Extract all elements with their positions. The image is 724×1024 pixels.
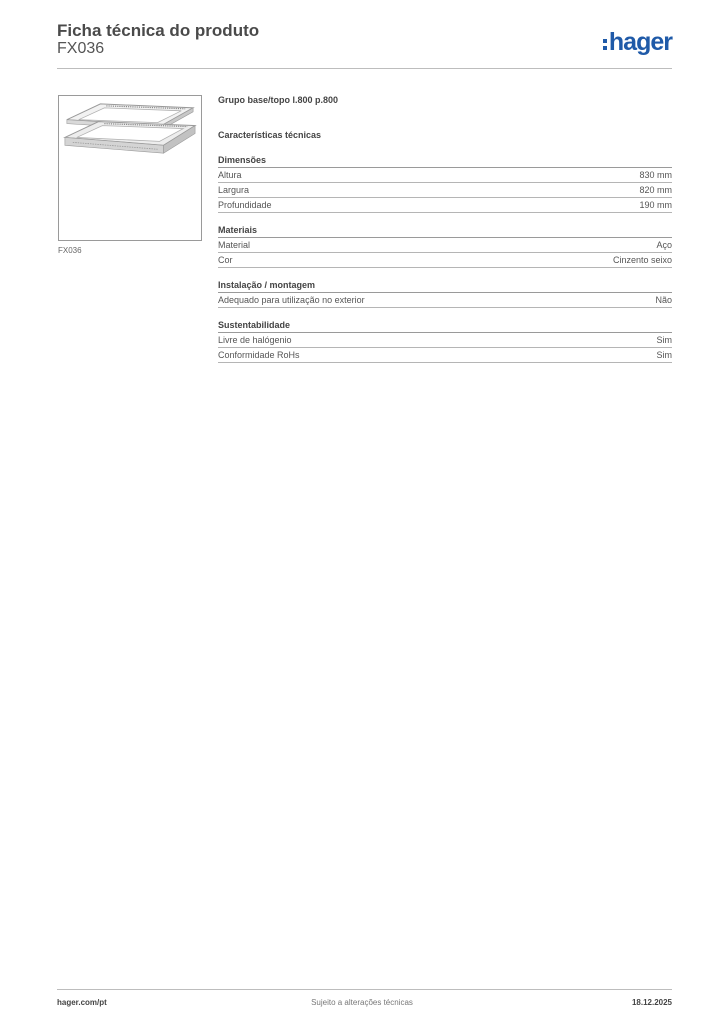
spec-value: 820 mm	[639, 185, 672, 195]
spec-row	[218, 183, 672, 198]
footer-divider	[57, 989, 672, 990]
product-name: Grupo base/topo l.800 p.800	[218, 95, 339, 105]
spec-heading: Características técnicas	[218, 130, 322, 140]
spec-group-materials	[218, 225, 672, 268]
spec-row	[218, 168, 672, 183]
spec-label: Material	[218, 240, 251, 250]
spec-value: 830 mm	[639, 170, 672, 180]
spec-label: Altura	[218, 170, 242, 180]
spec-value: Cinzento seixo	[612, 255, 672, 265]
spec-row	[218, 238, 672, 253]
spec-value: Não	[655, 295, 672, 305]
spec-value: Sim	[656, 335, 672, 345]
spec-group-sustainability	[218, 320, 672, 363]
footer-date: 18.12.2025	[631, 998, 672, 1007]
hager-logo[interactable]	[603, 28, 672, 57]
product-code: FX036	[57, 40, 105, 57]
image-caption: FX036	[58, 246, 82, 255]
logo-text: hager	[608, 28, 672, 56]
footer-note: Sujeito a alterações técnicas	[311, 998, 413, 1007]
spec-value: Aço	[656, 240, 672, 250]
header-divider	[57, 68, 672, 69]
spec-row	[218, 348, 672, 363]
spec-label: Livre de halógenio	[218, 335, 292, 345]
spec-label: Largura	[218, 185, 250, 195]
spec-panel	[218, 95, 672, 363]
spec-label: Profundidade	[218, 200, 272, 210]
page-title: Ficha técnica do produto	[57, 21, 260, 40]
spec-row	[218, 293, 672, 308]
spec-label: Adequado para utilização no exterior	[218, 295, 365, 305]
product-image	[58, 95, 202, 241]
spec-value: Sim	[656, 350, 672, 360]
footer-website-link[interactable]: hager.com/pt	[57, 998, 107, 1007]
spec-row	[218, 333, 672, 348]
spec-group-dimensions	[218, 155, 672, 213]
spec-value: 190 mm	[639, 200, 672, 210]
group-title: Instalação / montagem	[218, 280, 672, 293]
spec-label: Cor	[218, 255, 233, 265]
group-title: Dimensões	[218, 155, 672, 168]
spec-label: Conformidade RoHs	[218, 350, 300, 360]
spec-row	[218, 198, 672, 213]
group-title: Materiais	[218, 225, 672, 238]
spec-row	[218, 253, 672, 268]
base-frame-illustration-icon	[59, 96, 201, 240]
spec-group-installation	[218, 280, 672, 308]
logo-dots-icon	[603, 39, 607, 50]
group-title: Sustentabilidade	[218, 320, 672, 333]
